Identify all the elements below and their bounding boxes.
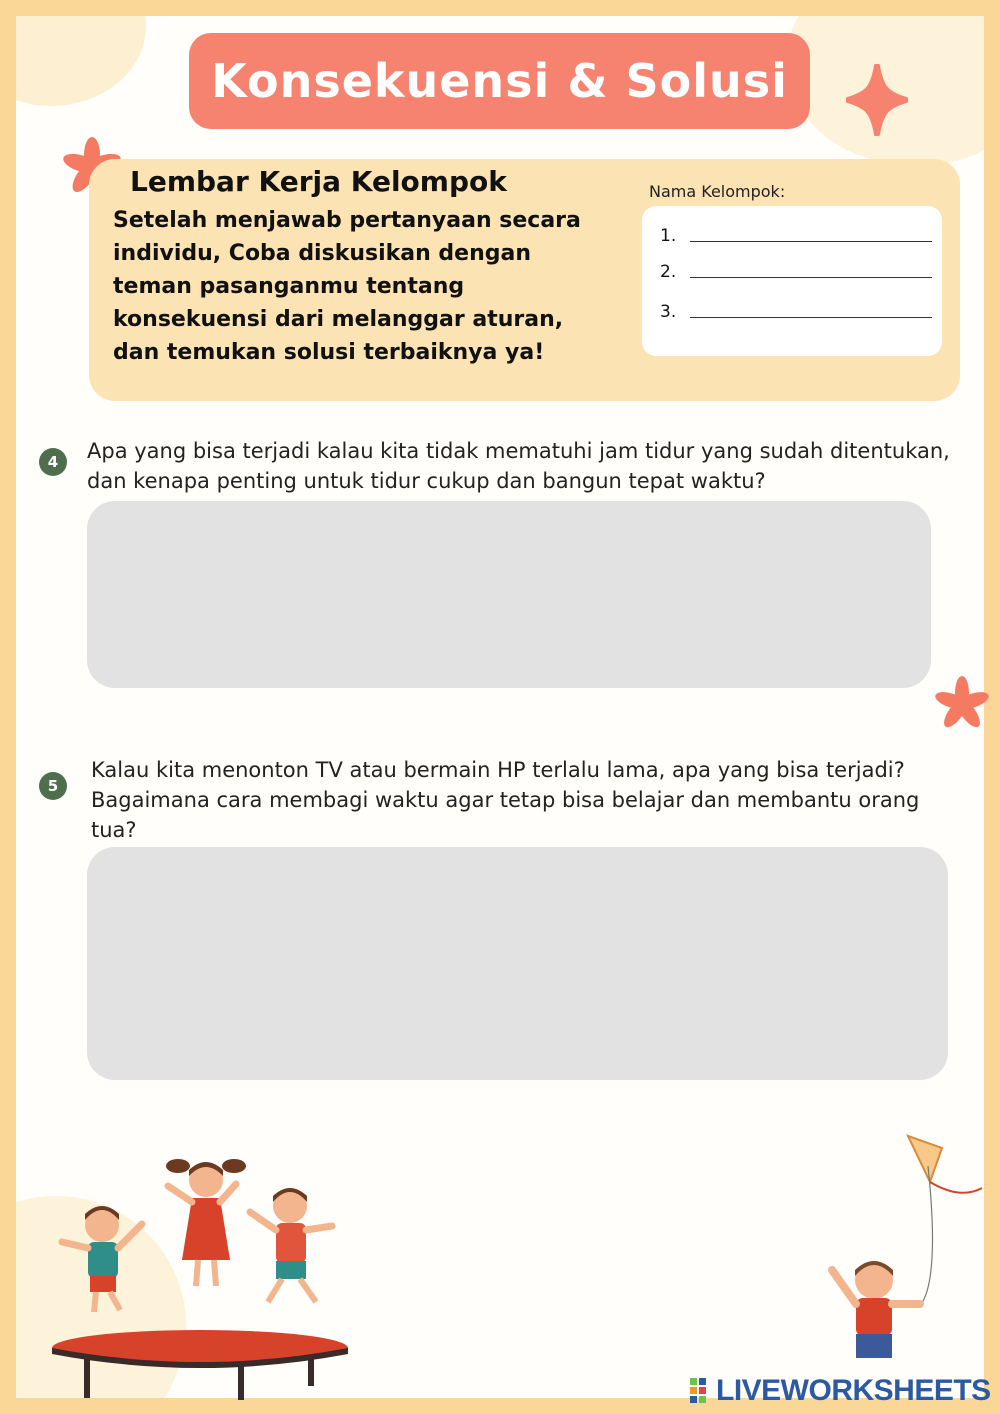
group-name-label: Nama Kelompok:	[649, 182, 786, 201]
member-name-input[interactable]	[690, 317, 932, 318]
sparkle-icon	[846, 64, 908, 136]
liveworksheets-logo-icon	[690, 1378, 716, 1404]
liveworksheets-watermark	[690, 1374, 991, 1408]
member-row	[660, 262, 932, 282]
worksheet-heading: Lembar Kerja Kelompok	[130, 165, 507, 198]
page-title: Konsekuensi & Solusi	[189, 33, 810, 129]
watermark-text: LIVEWORKSHEETS	[716, 1374, 991, 1407]
answer-box[interactable]	[87, 501, 931, 688]
member-name-input[interactable]	[690, 277, 932, 278]
member-number: 3.	[660, 302, 677, 322]
question-number-badge: 4	[39, 448, 67, 476]
question-text: Kalau kita menonton TV atau bermain HP terlalu lama, apa yang bisa terjadi? Bagaimana cara membagi waktu agar tetap bisa belajar dan membantu orang tua?	[91, 758, 920, 842]
member-number: 2.	[660, 262, 677, 282]
member-row	[660, 302, 932, 322]
member-number: 1.	[660, 226, 677, 246]
question-text: Apa yang bisa terjadi kalau kita tidak mematuhi jam tidur yang sudah ditentukan, dan kenapa penting untuk tidur cukup dan bangun tepat waktu?	[87, 439, 950, 493]
answer-box[interactable]	[87, 847, 948, 1080]
kids-trampoline-illustration	[50, 1150, 360, 1400]
instructions-text: Setelah menjawab pertanyaan secara individu, Coba diskusikan dengan teman pasanganmu tentang konsekuensi dari melanggar aturan, dan temukan solusi terbaiknya ya!	[113, 208, 581, 365]
corner-blob	[16, 16, 146, 106]
kite-kid-illustration	[810, 1130, 990, 1390]
member-row	[660, 226, 932, 246]
member-name-input[interactable]	[690, 241, 932, 242]
flower-icon	[932, 674, 992, 734]
question-number-badge: 5	[39, 772, 67, 800]
